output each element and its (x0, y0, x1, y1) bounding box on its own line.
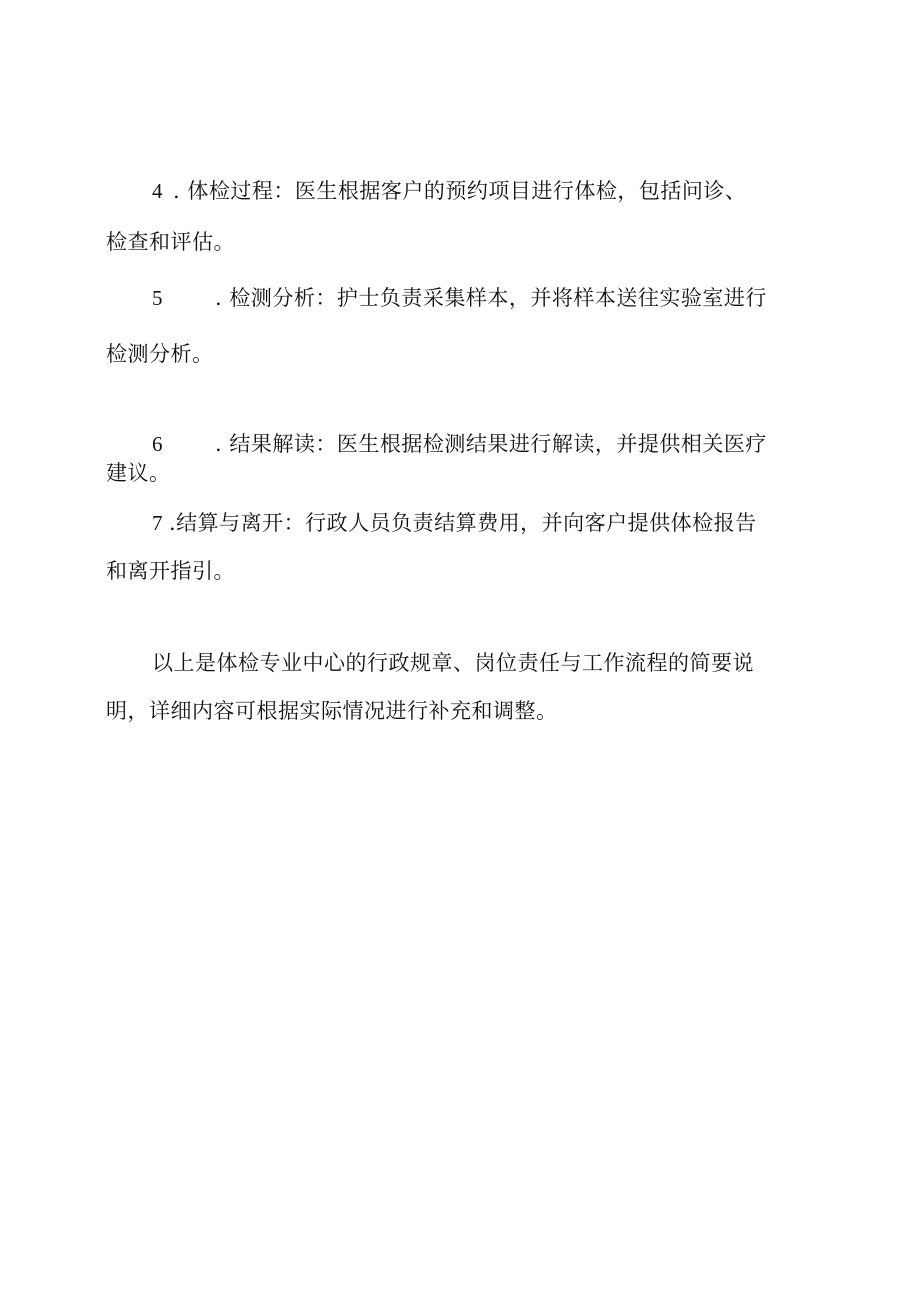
item-7-text: .结算与离开：行政人员负责结算费用，并向客户提供体检报告 (169, 511, 757, 535)
item-7-number: 7 (152, 511, 163, 535)
item-5-line-1 (152, 284, 767, 312)
summary-line-2: 明，详细内容可根据实际情况进行补充和调整。 (106, 699, 558, 723)
item-4-line-2: 检查和评估。 (106, 230, 235, 254)
item-7-line-2: 和离开指引。 (106, 559, 235, 583)
item-6-number: 6 (152, 432, 163, 456)
item-4-text: . 体检过程：医生根据客户的预约项目进行体检，包括问诊、 (173, 179, 747, 203)
item-6-line-2: 建议。 (106, 461, 171, 485)
item-5-line-2: 检测分析。 (106, 342, 214, 366)
item-5-text: . 检测分析：护士负责采集样本，并将样本送往实验室进行 (215, 286, 767, 310)
item-7-line-1 (152, 509, 757, 537)
item-4-number: 4 (152, 179, 163, 203)
item-6-line-1 (152, 430, 767, 458)
summary-line-1: 以上是体检专业中心的行政规章、岗位责任与工作流程的简要说 (152, 651, 754, 675)
item-6-text: . 结果解读：医生根据检测结果进行解读，并提供相关医疗 (215, 432, 767, 456)
item-4-line-1 (152, 177, 746, 205)
item-5-number: 5 (152, 286, 163, 310)
